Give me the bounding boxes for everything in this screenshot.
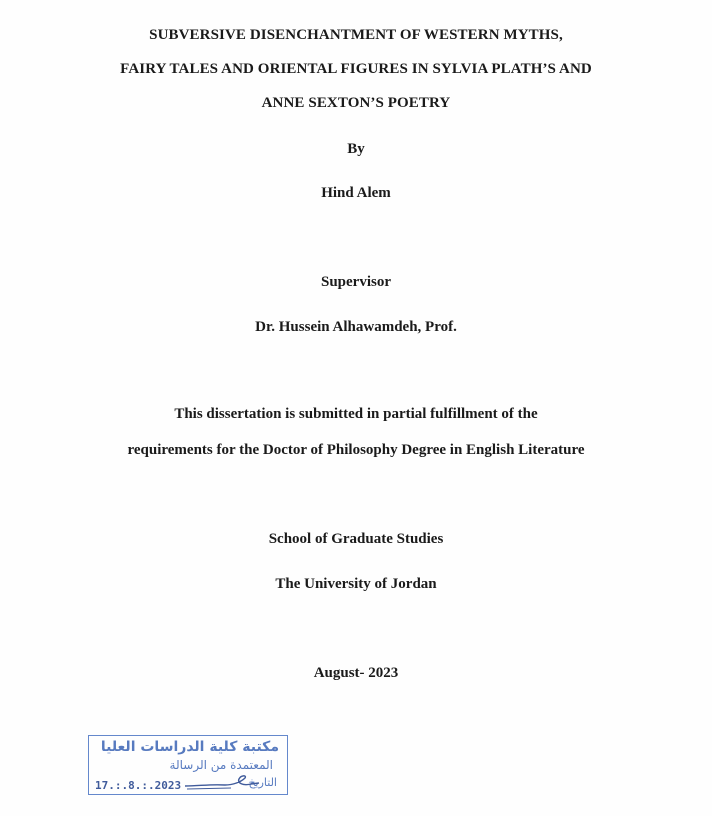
university-name: The University of Jordan [275,576,437,592]
author-name: Hind Alem [321,185,391,201]
signature-icon [181,772,261,792]
title-line-1: SUBVERSIVE DISENCHANTMENT OF WESTERN MYTHS, [149,27,563,43]
graduate-studies-stamp [88,735,288,795]
stamp-line-2: المعتمدة من الرسالة [169,758,273,772]
supervisor-name: Dr. Hussein Alhawamdeh, Prof. [255,319,457,335]
stamp-line-3: التاريخ [248,776,277,789]
title-line-2: FAIRY TALES AND ORIENTAL FIGURES IN SYLVIA PLATH’S AND [120,61,592,77]
stamp-line-1: مكتبة كلية الدراسات العليا [100,739,279,755]
by-label: By [347,141,365,157]
supervisor-label: Supervisor [320,274,391,290]
school-name: School of Graduate Studies [268,531,444,547]
statement-line-1: This dissertation is submitted in partial fulfillment of the [174,406,538,422]
statement-line-2: requirements for the Doctor of Philosophy Degree in English Literature [127,442,585,458]
title-line-3: ANNE SEXTON’S POETRY [261,95,451,111]
stamp-date: 17.:.8.:.2023 [95,779,182,792]
submission-date: August- 2023 [313,665,399,681]
